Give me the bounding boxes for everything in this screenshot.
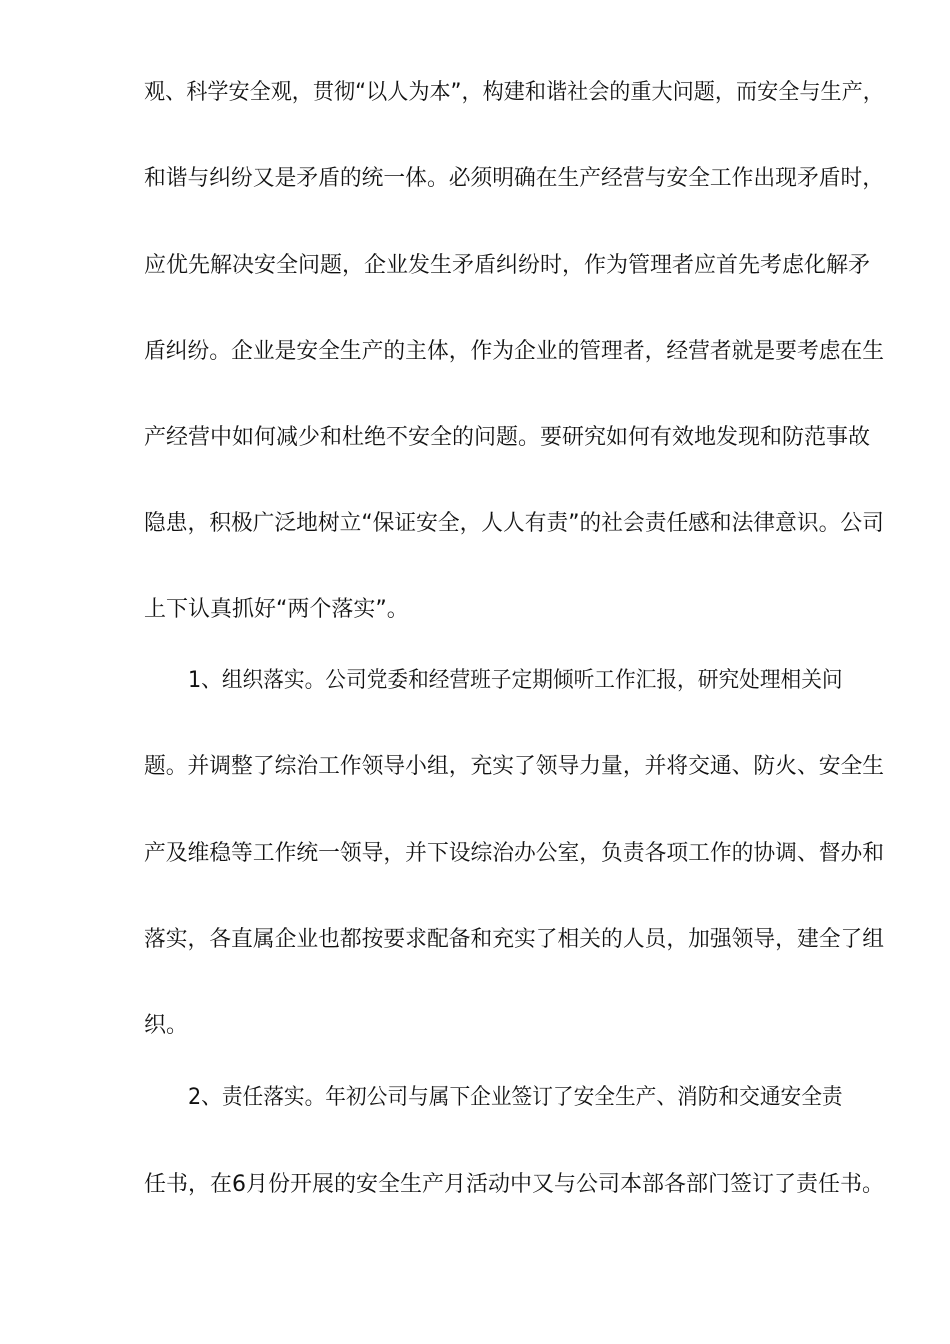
paragraph-line: 隐患，积极广泛地树立“保证安全，人人有责”的社会责任感和法律意识。公司	[144, 511, 884, 536]
paragraph-line: 应优先解决安全问题，企业发生矛盾纠纷时，作为管理者应首先考虑化解矛	[144, 253, 871, 278]
paragraph-line: 落实，各直属企业也都按要求配备和充实了相关的人员，加强领导，建全了组	[144, 927, 885, 952]
paragraph-line: 题。并调整了综治工作领导小组，充实了领导力量，并将交通、防火、安全生	[144, 754, 885, 779]
section-heading-line: 1、组织落实。公司党委和经营班子定期倾听工作汇报，研究处理相关问	[188, 668, 843, 693]
paragraph-line: 和谐与纠纷又是矛盾的统一体。必须明确在生产经营与安全工作出现矛盾时，	[144, 166, 885, 191]
section-heading-line: 2、责任落实。年初公司与属下企业签订了安全生产、消防和交通安全责	[188, 1085, 843, 1110]
paragraph-line: 织。	[144, 1013, 189, 1038]
paragraph-line: 上下认真抓好“两个落实”。	[144, 597, 409, 622]
paragraph-line: 观、科学安全观，贯彻“以人为本”，构建和谐社会的重大问题，而安全与生产，	[144, 80, 884, 105]
paragraph-line: 盾纠纷。企业是安全生产的主体，作为企业的管理者，经营者就是要考虑在生	[144, 339, 885, 364]
paragraph-line: 任书，在6月份开展的安全生产月活动中又与公司本部各部门签订了责任书。	[144, 1172, 884, 1197]
paragraph-line: 产及维稳等工作统一领导，并下设综治办公室，负责各项工作的协调、督办和	[144, 841, 885, 866]
paragraph-line: 产经营中如何减少和杜绝不安全的问题。要研究如何有效地发现和防范事故	[144, 425, 871, 450]
